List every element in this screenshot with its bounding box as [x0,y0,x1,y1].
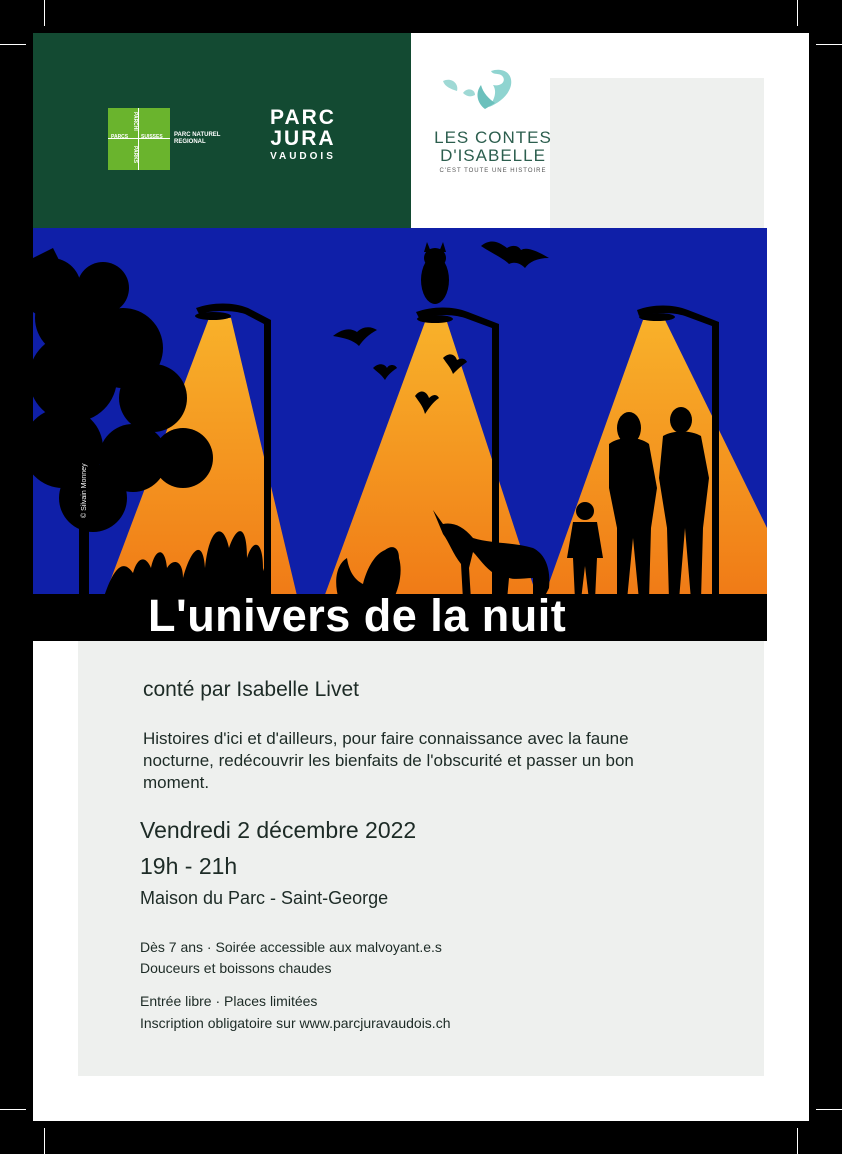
entry-line2: Inscription obligatoire sur www.parcjuravaudois.ch [140,1015,451,1031]
bird-icon [433,63,533,123]
description-text: Histoires d'ici et d'ailleurs, pour faire connaissance avec la faune nocturne, redécouvrir les bienfaits de l'obscurité et passer un bon moment. [143,729,634,792]
crop-mark [797,0,798,26]
event-date: Vendredi 2 décembre 2022 [140,817,417,843]
crop-mark [0,1109,26,1110]
parcs-suisses-label [174,132,234,145]
logo-word-parchi: PARCHI [132,112,138,131]
event-time: 19h - 21h [140,853,238,879]
crop-mark [0,44,26,45]
photo-credit: © Silvain Monney [81,463,88,518]
contes-line1: LES CONTES [434,128,552,147]
crop-mark [44,0,45,26]
logo-word-parks: PARKS [132,146,138,164]
contes-tagline: C'EST TOUTE UNE HISTOIRE [439,167,547,174]
night-scene-svg [33,228,767,641]
poster-title: L'univers de la nuit [148,590,567,641]
owl-silhouette [421,242,449,304]
parc-jura-line2: JURA [270,126,336,150]
parcs-suisses-logo-mark [108,108,170,170]
entry-line1: Entrée libre · Places limitées [140,993,318,1009]
crop-mark [816,44,842,45]
logo-word-parcs: PARCS [111,134,129,140]
parc-jura-line3: VAUDOIS [270,151,336,163]
label-line2: REGIONAL [174,139,206,145]
parcs-suisses-logo [108,108,234,170]
crop-mark [816,1109,842,1110]
storyteller-line: conté par Isabelle Livet [143,678,359,701]
event-place: Maison du Parc - Saint-George [140,888,389,908]
crop-mark [44,1128,45,1154]
poster [33,33,809,1121]
access-line2: Douceurs et boissons chaudes [140,960,332,976]
parc-jura-line1: PARC [270,106,336,129]
header-grey-box [550,78,764,228]
access-line1: Dès 7 ans · Soirée accessible aux malvoyant.e.s [140,939,442,955]
label-line1: PARC NATUREL [174,132,221,139]
info-box [78,641,764,1076]
night-illustration [33,228,767,641]
les-contes-isabelle-logo [428,63,558,174]
crop-mark [797,1128,798,1154]
header-green-panel [33,33,411,228]
logo-word-suisses: SUISSES [141,134,163,140]
parc-jura-vaudois-logo [270,108,336,162]
contes-line2: D'ISABELLE [440,146,546,165]
